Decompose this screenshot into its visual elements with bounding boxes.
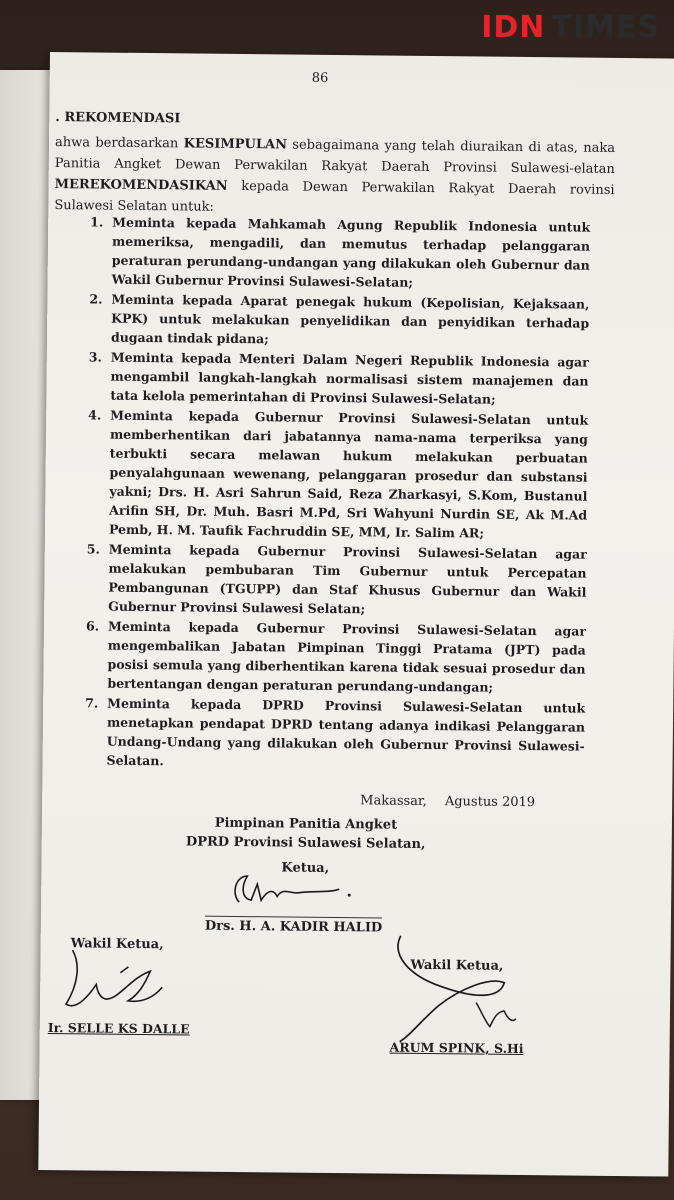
document-page [38, 52, 674, 1177]
item-text: Meminta kepada Aparat penegak hukum (Kepolisian, Kejaksaan, KPK) untuk melakukan penyelidikan dan penyidikan terhadap dugaan tindak pidana; [110, 291, 590, 347]
signatory-header-line1: Pimpinan Panitia Angket [214, 815, 398, 833]
intro-text-3: kepada Dewan Perwakilan Rakyat Daerah rovinsi Sulawesi Selatan untuk: [54, 178, 615, 215]
item-text: Meminta kepada Gubernur Provinsi Sulawesi-Selatan agar mengembalikan Jabatan Pimpinan Tinggi Pratama (JPT) pada posisi semula yang diberhentikan karena tidak sesuai prosedur dan bertentangan dengan peraturan perundang-undangan; [107, 618, 587, 695]
place-date [360, 793, 535, 810]
item-text: Meminta kepada Gubernur Provinsi Sulawesi-Selatan agar melakukan pembubaran Tim Gubernur untuk Percepatan Pembangunan (TGUPP) dan Staf Khusus Gubernur dan Wakil Gubernur Provinsi Sulawesi Selatan; [108, 541, 587, 617]
ketua-name: Drs. H. A. KADIR HALID [205, 916, 383, 936]
recommendation-item [88, 347, 589, 409]
logo-times: TIMES [551, 10, 660, 45]
intro-text-1: ahwa berdasarkan [54, 135, 184, 152]
recommendation-item [84, 693, 585, 774]
place: Makassar, [360, 793, 427, 809]
item-text: Meminta kepada Menteri Dalam Negeri Republik Indonesia agar mengambil langkah-langkah normalisasi sistem manajemen dan tata kelola pemerintahan di Provinsi Sulawesi-Selatan; [110, 349, 589, 407]
item-number: 3. [88, 349, 102, 365]
recommendation-item [85, 616, 586, 697]
item-text: Meminta kepada Gubernur Provinsi Sulawesi-Selatan untuk memberhentikan dari jabatannya nama-nama terperiksa yang terbukti secara melawan hukum melakukan perbuatan penyalahgunaan wewenang, pelanggaran prosedur dan substansi yakni; Drs. H. Asri Sahrun Said, Reza Zharkasyi, S.Kom, Bustanul Arifin SH, Dr. Muh. Basri M.Pd, Sri Wahyuni Nurdin SE, Ak M.Ad Pemb, H. M. Taufik Fachruddin SE, MM, Ir. Salim AR; [108, 407, 589, 541]
item-text: Meminta kepada DPRD Provinsi Sulawesi-Selatan untuk menetapkan pendapat DPRD tentang adanya indikasi Pelanggaran Undang-Undang yang dilakukan oleh Gubernur Provinsi Sulawesi-Selatan. [106, 695, 586, 769]
logo-idn: IDN [481, 10, 546, 45]
recommendation-list [84, 212, 590, 775]
idn-times-logo [481, 10, 660, 46]
recommendation-item [86, 539, 587, 620]
wakil-ketua-1-signature [58, 944, 169, 1025]
item-number: 1. [90, 214, 104, 230]
intro-merekomendasikan: MEREKOMENDASIKAN [54, 177, 228, 194]
signatory-header [176, 813, 436, 854]
intro-paragraph [54, 132, 615, 222]
item-number: 7. [85, 695, 99, 711]
item-number: 5. [86, 541, 100, 557]
ketua-label: Ketua, [281, 860, 330, 876]
item-number: 4. [88, 407, 102, 423]
intro-text-2: sebagaimana yang telah diuraikan di atas, naka Panitia Angket Dewan Perwakilan Rakyat Daerah Provinsi Sulawesi-elatan [54, 137, 616, 177]
wakil-ketua-1-name: Ir. SELLE KS DALLE [47, 1020, 190, 1037]
recommendation-item [89, 289, 590, 351]
recommendation-item [90, 212, 591, 293]
wakil-ketua-2-signature [380, 926, 531, 1058]
ketua-signature [221, 864, 382, 916]
item-number: 6. [85, 618, 100, 634]
wakil-ketua-1-label: Wakil Ketua, [70, 936, 164, 953]
section-heading: . REKOMENDASI [55, 110, 181, 127]
recommendation-item [87, 405, 588, 543]
wakil-ketua-2-label: Wakil Ketua, [410, 957, 504, 974]
page-number: 86 [311, 70, 329, 86]
item-number: 2. [89, 291, 103, 307]
intro-kesimpulan: KESIMPULAN [183, 136, 288, 153]
date: Agustus 2019 [444, 794, 536, 811]
item-text: Meminta kepada Mahkamah Agung Republik Indonesia untuk memeriksa, mengadili, dan memutus terhadap pelanggaran peraturan perundang-undangan yang dilakukan oleh Gubernur dan Wakil Gubernur Provinsi Sulawesi-Selatan; [111, 214, 591, 290]
page-content [38, 52, 674, 1159]
wakil-ketua-2-name: ARUM SPINK, S.Hi [389, 1039, 524, 1057]
signatory-header-line2: DPRD Provinsi Sulawesi Selatan, [185, 834, 426, 852]
